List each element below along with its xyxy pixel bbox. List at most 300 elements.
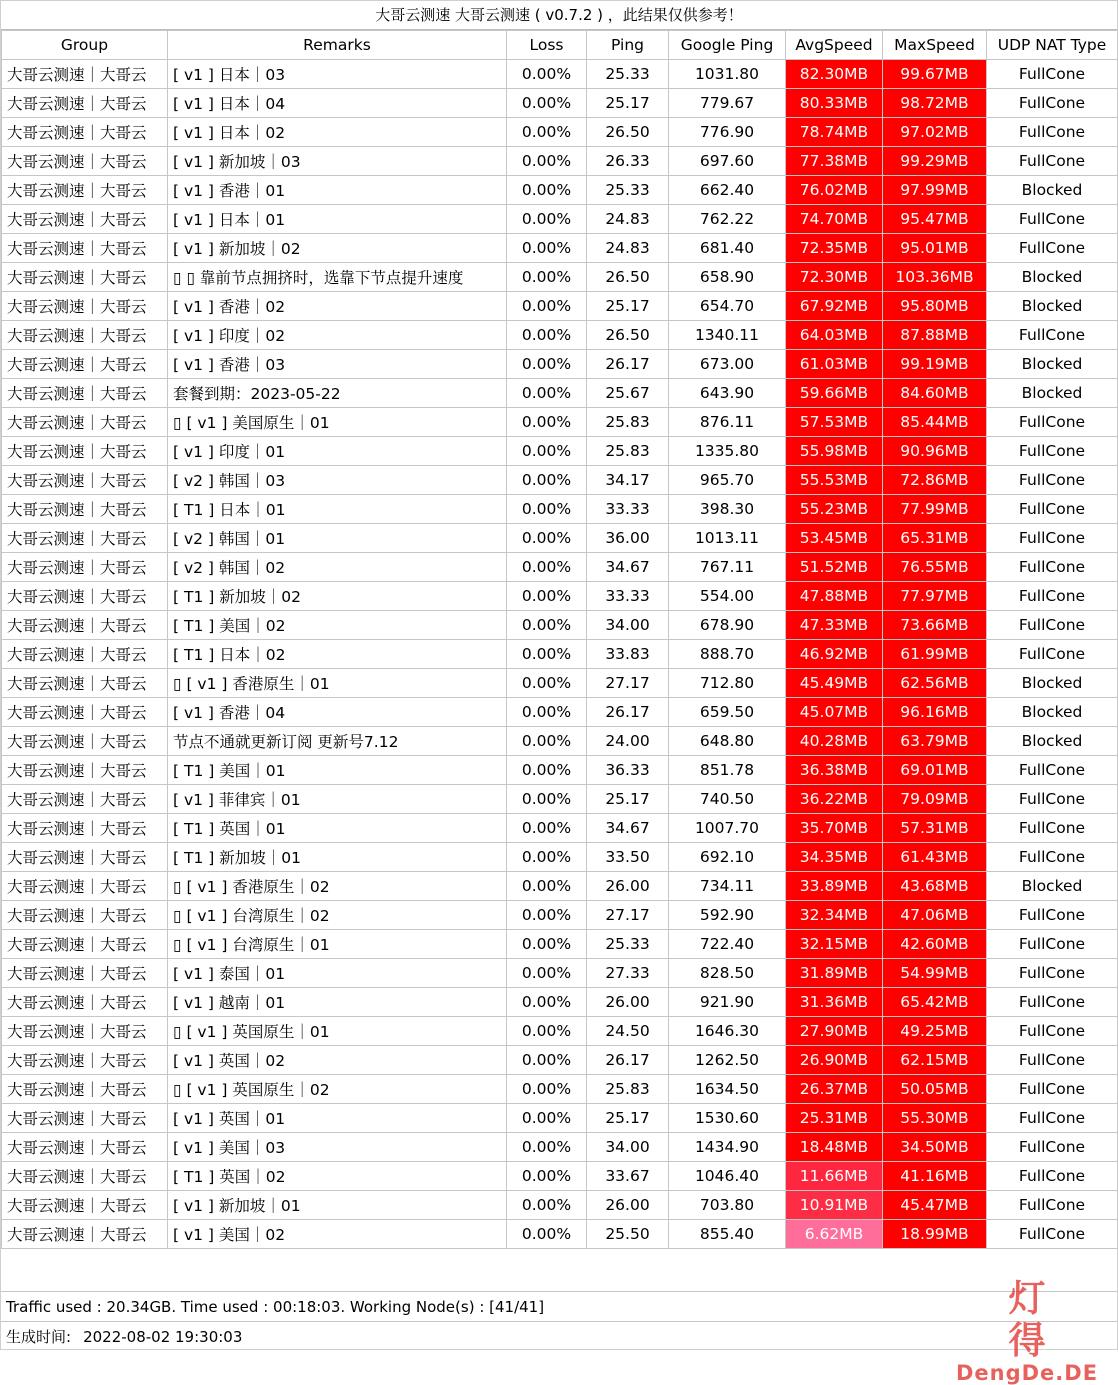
max-speed-cell: 96.16MB: [883, 698, 987, 727]
google-ping-cell: 712.80: [669, 669, 786, 698]
avg-speed-cell: 32.15MB: [786, 930, 883, 959]
ping-cell: 34.67: [587, 814, 669, 843]
table-row: [2, 698, 1118, 727]
group-cell: 大哥云测速｜大哥云: [2, 930, 168, 959]
remarks-cell: [ T1 ] 美国｜01: [168, 756, 507, 785]
avg-speed-cell: 36.38MB: [786, 756, 883, 785]
loss-cell: 0.00%: [507, 582, 587, 611]
remarks-cell: [ v1 ] 越南｜01: [168, 988, 507, 1017]
remarks-cell: [ v1 ] 美国｜02: [168, 1220, 507, 1249]
udp-nat-type-cell: FullCone: [987, 1133, 1118, 1162]
ping-cell: 33.83: [587, 640, 669, 669]
avg-speed-cell: 31.36MB: [786, 988, 883, 1017]
google-ping-cell: 1340.11: [669, 321, 786, 350]
udp-nat-type-cell: FullCone: [987, 901, 1118, 930]
avg-speed-cell: 34.35MB: [786, 843, 883, 872]
remarks-cell: ▯ ▯ 靠前节点拥挤时，选靠下节点提升速度: [168, 263, 507, 292]
udp-nat-type-cell: FullCone: [987, 60, 1118, 89]
ping-cell: 27.33: [587, 959, 669, 988]
avg-speed-cell: 51.52MB: [786, 553, 883, 582]
ping-cell: 26.33: [587, 147, 669, 176]
avg-speed-cell: 47.88MB: [786, 582, 883, 611]
loss-cell: 0.00%: [507, 727, 587, 756]
max-speed-cell: 54.99MB: [883, 959, 987, 988]
udp-nat-type-cell: FullCone: [987, 524, 1118, 553]
google-ping-cell: 648.80: [669, 727, 786, 756]
group-cell: 大哥云测速｜大哥云: [2, 959, 168, 988]
avg-speed-cell: 46.92MB: [786, 640, 883, 669]
google-ping-cell: 398.30: [669, 495, 786, 524]
avg-speed-cell: 11.66MB: [786, 1162, 883, 1191]
ping-cell: 27.17: [587, 669, 669, 698]
google-ping-cell: 1335.80: [669, 437, 786, 466]
loss-cell: 0.00%: [507, 756, 587, 785]
avg-speed-cell: 78.74MB: [786, 118, 883, 147]
table-row: [2, 466, 1118, 495]
page-title: 大哥云测速 大哥云测速 ( v0.7.2 ) ，此结果仅供参考！: [1, 1, 1117, 30]
max-speed-cell: 61.99MB: [883, 640, 987, 669]
loss-cell: 0.00%: [507, 350, 587, 379]
max-speed-cell: 95.47MB: [883, 205, 987, 234]
remarks-cell: [ v1 ] 泰国｜01: [168, 959, 507, 988]
max-speed-cell: 47.06MB: [883, 901, 987, 930]
avg-speed-cell: 72.35MB: [786, 234, 883, 263]
udp-nat-type-cell: FullCone: [987, 234, 1118, 263]
avg-speed-cell: 82.30MB: [786, 60, 883, 89]
udp-nat-type-cell: Blocked: [987, 698, 1118, 727]
max-speed-cell: 62.56MB: [883, 669, 987, 698]
loss-cell: 0.00%: [507, 234, 587, 263]
udp-nat-type-cell: FullCone: [987, 437, 1118, 466]
group-cell: 大哥云测速｜大哥云: [2, 785, 168, 814]
udp-nat-type-cell: FullCone: [987, 785, 1118, 814]
table-row: [2, 89, 1118, 118]
udp-nat-type-cell: Blocked: [987, 669, 1118, 698]
remarks-cell: ▯ [ v1 ] 美国原生｜01: [168, 408, 507, 437]
generated-time-line: [1, 1321, 1117, 1351]
loss-cell: 0.00%: [507, 292, 587, 321]
remarks-cell: ▯ [ v1 ] 香港原生｜01: [168, 669, 507, 698]
table-row: [2, 205, 1118, 234]
max-speed-cell: 65.31MB: [883, 524, 987, 553]
remarks-cell: [ v1 ] 日本｜04: [168, 89, 507, 118]
loss-cell: 0.00%: [507, 1220, 587, 1249]
ping-cell: 25.17: [587, 89, 669, 118]
google-ping-cell: 762.22: [669, 205, 786, 234]
google-ping-cell: 554.00: [669, 582, 786, 611]
google-ping-cell: 1646.30: [669, 1017, 786, 1046]
ping-cell: 26.00: [587, 1191, 669, 1220]
ping-cell: 24.83: [587, 205, 669, 234]
generated-time-value: 2022-08-02 19:30:03: [83, 1328, 243, 1346]
table-row: [2, 1017, 1118, 1046]
max-speed-cell: 41.16MB: [883, 1162, 987, 1191]
group-cell: 大哥云测速｜大哥云: [2, 669, 168, 698]
remarks-cell: [ v1 ] 印度｜01: [168, 437, 507, 466]
table-row: [2, 524, 1118, 553]
udp-nat-type-cell: FullCone: [987, 118, 1118, 147]
remarks-cell: [ v1 ] 菲律宾｜01: [168, 785, 507, 814]
loss-cell: 0.00%: [507, 495, 587, 524]
loss-cell: 0.00%: [507, 669, 587, 698]
table-row: [2, 553, 1118, 582]
ping-cell: 25.83: [587, 1075, 669, 1104]
avg-speed-cell: 45.07MB: [786, 698, 883, 727]
ping-cell: 25.83: [587, 408, 669, 437]
avg-speed-cell: 35.70MB: [786, 814, 883, 843]
group-cell: 大哥云测速｜大哥云: [2, 1017, 168, 1046]
max-speed-cell: 99.29MB: [883, 147, 987, 176]
ping-cell: 33.67: [587, 1162, 669, 1191]
loss-cell: 0.00%: [507, 89, 587, 118]
max-speed-cell: 63.79MB: [883, 727, 987, 756]
remarks-cell: [ v1 ] 香港｜02: [168, 292, 507, 321]
google-ping-cell: 779.67: [669, 89, 786, 118]
group-cell: 大哥云测速｜大哥云: [2, 988, 168, 1017]
google-ping-cell: 1013.11: [669, 524, 786, 553]
google-ping-cell: 703.80: [669, 1191, 786, 1220]
remarks-cell: 套餐到期：2023-05-22: [168, 379, 507, 408]
avg-speed-cell: 31.89MB: [786, 959, 883, 988]
udp-nat-type-cell: FullCone: [987, 756, 1118, 785]
max-speed-cell: 95.80MB: [883, 292, 987, 321]
ping-cell: 25.33: [587, 60, 669, 89]
max-speed-cell: 84.60MB: [883, 379, 987, 408]
google-ping-cell: 592.90: [669, 901, 786, 930]
ping-cell: 25.83: [587, 437, 669, 466]
google-ping-cell: 692.10: [669, 843, 786, 872]
remarks-cell: [ v1 ] 新加坡｜03: [168, 147, 507, 176]
google-ping-cell: 1530.60: [669, 1104, 786, 1133]
avg-speed-cell: 72.30MB: [786, 263, 883, 292]
max-speed-cell: 85.44MB: [883, 408, 987, 437]
google-ping-cell: 828.50: [669, 959, 786, 988]
ping-cell: 24.00: [587, 727, 669, 756]
ping-cell: 25.67: [587, 379, 669, 408]
avg-speed-cell: 57.53MB: [786, 408, 883, 437]
avg-speed-cell: 64.03MB: [786, 321, 883, 350]
remarks-cell: [ v1 ] 香港｜01: [168, 176, 507, 205]
max-speed-cell: 43.68MB: [883, 872, 987, 901]
google-ping-cell: 776.90: [669, 118, 786, 147]
avg-speed-cell: 40.28MB: [786, 727, 883, 756]
group-cell: 大哥云测速｜大哥云: [2, 60, 168, 89]
table-row: [2, 263, 1118, 292]
remarks-cell: [ v1 ] 英国｜02: [168, 1046, 507, 1075]
avg-speed-cell: 47.33MB: [786, 611, 883, 640]
ping-cell: 34.17: [587, 466, 669, 495]
group-cell: 大哥云测速｜大哥云: [2, 350, 168, 379]
loss-cell: 0.00%: [507, 959, 587, 988]
ping-cell: 26.50: [587, 321, 669, 350]
google-ping-cell: 673.00: [669, 350, 786, 379]
max-speed-cell: 90.96MB: [883, 437, 987, 466]
group-cell: 大哥云测速｜大哥云: [2, 118, 168, 147]
udp-nat-type-cell: FullCone: [987, 205, 1118, 234]
udp-nat-type-cell: FullCone: [987, 1046, 1118, 1075]
udp-nat-type-cell: FullCone: [987, 814, 1118, 843]
max-speed-cell: 69.01MB: [883, 756, 987, 785]
udp-nat-type-cell: FullCone: [987, 611, 1118, 640]
max-speed-cell: 62.15MB: [883, 1046, 987, 1075]
avg-speed-cell: 61.03MB: [786, 350, 883, 379]
table-row: [2, 727, 1118, 756]
table-row: [2, 814, 1118, 843]
loss-cell: 0.00%: [507, 698, 587, 727]
max-speed-cell: 57.31MB: [883, 814, 987, 843]
loss-cell: 0.00%: [507, 1133, 587, 1162]
max-speed-cell: 61.43MB: [883, 843, 987, 872]
max-speed-cell: 77.99MB: [883, 495, 987, 524]
watermark-logo: [951, 1276, 1103, 1385]
table-row: [2, 118, 1118, 147]
remarks-cell: [ v1 ] 香港｜03: [168, 350, 507, 379]
max-speed-cell: 65.42MB: [883, 988, 987, 1017]
remarks-cell: ▯ [ v1 ] 台湾原生｜02: [168, 901, 507, 930]
udp-nat-type-cell: FullCone: [987, 1104, 1118, 1133]
loss-cell: 0.00%: [507, 408, 587, 437]
ping-cell: 34.00: [587, 1133, 669, 1162]
group-cell: 大哥云测速｜大哥云: [2, 321, 168, 350]
results-table-body: [2, 60, 1118, 1249]
ping-cell: 26.17: [587, 350, 669, 379]
group-cell: 大哥云测速｜大哥云: [2, 814, 168, 843]
table-row: [2, 640, 1118, 669]
google-ping-cell: 921.90: [669, 988, 786, 1017]
loss-cell: 0.00%: [507, 785, 587, 814]
group-cell: 大哥云测速｜大哥云: [2, 1104, 168, 1133]
table-row: [2, 611, 1118, 640]
udp-nat-type-cell: FullCone: [987, 1220, 1118, 1249]
udp-nat-type-cell: FullCone: [987, 553, 1118, 582]
remarks-cell: [ v1 ] 新加坡｜01: [168, 1191, 507, 1220]
group-cell: 大哥云测速｜大哥云: [2, 89, 168, 118]
loss-cell: 0.00%: [507, 843, 587, 872]
table-row: [2, 234, 1118, 263]
max-speed-cell: 97.99MB: [883, 176, 987, 205]
max-speed-cell: 77.97MB: [883, 582, 987, 611]
google-ping-cell: 851.78: [669, 756, 786, 785]
max-speed-cell: 76.55MB: [883, 553, 987, 582]
loss-cell: 0.00%: [507, 263, 587, 292]
loss-cell: 0.00%: [507, 176, 587, 205]
ping-cell: 25.50: [587, 1220, 669, 1249]
avg-speed-cell: 59.66MB: [786, 379, 883, 408]
group-cell: 大哥云测速｜大哥云: [2, 611, 168, 640]
table-row: [2, 988, 1118, 1017]
google-ping-cell: 734.11: [669, 872, 786, 901]
ping-cell: 33.33: [587, 582, 669, 611]
google-ping-cell: 1634.50: [669, 1075, 786, 1104]
ping-cell: 26.17: [587, 698, 669, 727]
remarks-cell: [ v2 ] 韩国｜01: [168, 524, 507, 553]
avg-speed-cell: 53.45MB: [786, 524, 883, 553]
google-ping-cell: 697.60: [669, 147, 786, 176]
google-ping-cell: 643.90: [669, 379, 786, 408]
loss-cell: 0.00%: [507, 321, 587, 350]
table-row: [2, 843, 1118, 872]
group-cell: 大哥云测速｜大哥云: [2, 437, 168, 466]
ping-cell: 25.33: [587, 930, 669, 959]
avg-speed-cell: 26.37MB: [786, 1075, 883, 1104]
table-row: [2, 930, 1118, 959]
group-cell: 大哥云测速｜大哥云: [2, 379, 168, 408]
remarks-cell: [ v2 ] 韩国｜02: [168, 553, 507, 582]
ping-cell: 26.00: [587, 872, 669, 901]
remarks-cell: [ v1 ] 日本｜03: [168, 60, 507, 89]
loss-cell: 0.00%: [507, 60, 587, 89]
google-ping-cell: 965.70: [669, 466, 786, 495]
max-speed-cell: 49.25MB: [883, 1017, 987, 1046]
udp-nat-type-cell: FullCone: [987, 408, 1118, 437]
avg-speed-cell: 74.70MB: [786, 205, 883, 234]
remarks-cell: ▯ [ v1 ] 英国原生｜01: [168, 1017, 507, 1046]
ping-cell: 25.17: [587, 292, 669, 321]
udp-nat-type-cell: Blocked: [987, 292, 1118, 321]
remarks-cell: [ v1 ] 印度｜02: [168, 321, 507, 350]
remarks-cell: [ v1 ] 日本｜02: [168, 118, 507, 147]
udp-nat-type-cell: FullCone: [987, 321, 1118, 350]
remarks-cell: [ v1 ] 日本｜01: [168, 205, 507, 234]
table-row: [2, 1133, 1118, 1162]
udp-nat-type-cell: FullCone: [987, 930, 1118, 959]
column-header-remarks: Remarks: [168, 31, 507, 60]
max-speed-cell: 99.67MB: [883, 60, 987, 89]
ping-cell: 25.17: [587, 1104, 669, 1133]
google-ping-cell: 740.50: [669, 785, 786, 814]
ping-cell: 33.50: [587, 843, 669, 872]
column-header-ping: Ping: [587, 31, 669, 60]
google-ping-cell: 767.11: [669, 553, 786, 582]
column-header-loss: Loss: [507, 31, 587, 60]
max-speed-cell: 98.72MB: [883, 89, 987, 118]
table-row: [2, 408, 1118, 437]
max-speed-cell: 87.88MB: [883, 321, 987, 350]
google-ping-cell: 662.40: [669, 176, 786, 205]
udp-nat-type-cell: FullCone: [987, 843, 1118, 872]
avg-speed-cell: 27.90MB: [786, 1017, 883, 1046]
ping-cell: 33.33: [587, 495, 669, 524]
group-cell: 大哥云测速｜大哥云: [2, 1162, 168, 1191]
remarks-cell: [ v1 ] 香港｜04: [168, 698, 507, 727]
ping-cell: 25.33: [587, 176, 669, 205]
udp-nat-type-cell: FullCone: [987, 1017, 1118, 1046]
ping-cell: 24.50: [587, 1017, 669, 1046]
max-speed-cell: 97.02MB: [883, 118, 987, 147]
google-ping-cell: 722.40: [669, 930, 786, 959]
group-cell: 大哥云测速｜大哥云: [2, 843, 168, 872]
udp-nat-type-cell: Blocked: [987, 872, 1118, 901]
avg-speed-cell: 6.62MB: [786, 1220, 883, 1249]
group-cell: 大哥云测速｜大哥云: [2, 553, 168, 582]
avg-speed-cell: 25.31MB: [786, 1104, 883, 1133]
loss-cell: 0.00%: [507, 1075, 587, 1104]
table-row: [2, 437, 1118, 466]
remarks-cell: [ T1 ] 新加坡｜02: [168, 582, 507, 611]
ping-cell: 26.50: [587, 118, 669, 147]
google-ping-cell: 876.11: [669, 408, 786, 437]
table-row: [2, 669, 1118, 698]
max-speed-cell: 73.66MB: [883, 611, 987, 640]
remarks-cell: ▯ [ v1 ] 英国原生｜02: [168, 1075, 507, 1104]
remarks-cell: [ T1 ] 日本｜01: [168, 495, 507, 524]
ping-cell: 26.17: [587, 1046, 669, 1075]
max-speed-cell: 50.05MB: [883, 1075, 987, 1104]
table-row: [2, 176, 1118, 205]
google-ping-cell: 681.40: [669, 234, 786, 263]
ping-cell: 36.33: [587, 756, 669, 785]
group-cell: 大哥云测速｜大哥云: [2, 524, 168, 553]
group-cell: 大哥云测速｜大哥云: [2, 466, 168, 495]
group-cell: 大哥云测速｜大哥云: [2, 1133, 168, 1162]
watermark-en-text: DengDe.DE: [955, 1361, 1099, 1385]
loss-cell: 0.00%: [507, 930, 587, 959]
ping-cell: 24.83: [587, 234, 669, 263]
udp-nat-type-cell: FullCone: [987, 959, 1118, 988]
loss-cell: 0.00%: [507, 437, 587, 466]
google-ping-cell: 659.50: [669, 698, 786, 727]
group-cell: 大哥云测速｜大哥云: [2, 205, 168, 234]
group-cell: 大哥云测速｜大哥云: [2, 1220, 168, 1249]
table-row: [2, 1075, 1118, 1104]
udp-nat-type-cell: FullCone: [987, 1162, 1118, 1191]
max-speed-cell: 103.36MB: [883, 263, 987, 292]
udp-nat-type-cell: Blocked: [987, 176, 1118, 205]
results-table: [1, 30, 1118, 1249]
remarks-cell: [ v2 ] 韩国｜03: [168, 466, 507, 495]
loss-cell: 0.00%: [507, 118, 587, 147]
group-cell: 大哥云测速｜大哥云: [2, 292, 168, 321]
group-cell: 大哥云测速｜大哥云: [2, 640, 168, 669]
remarks-cell: 节点不通就更新订阅 更新号7.12: [168, 727, 507, 756]
google-ping-cell: 658.90: [669, 263, 786, 292]
table-row: [2, 756, 1118, 785]
google-ping-cell: 888.70: [669, 640, 786, 669]
group-cell: 大哥云测速｜大哥云: [2, 756, 168, 785]
ping-cell: 26.00: [587, 988, 669, 1017]
table-row: [2, 1046, 1118, 1075]
loss-cell: 0.00%: [507, 988, 587, 1017]
traffic-summary: Traffic used : 20.34GB. Time used : 00:18:03. Working Node(s) : [41/41]: [1, 1291, 1117, 1321]
table-row: [2, 901, 1118, 930]
column-header-google-ping: Google Ping: [669, 31, 786, 60]
group-cell: 大哥云测速｜大哥云: [2, 263, 168, 292]
remarks-cell: [ T1 ] 英国｜01: [168, 814, 507, 843]
loss-cell: 0.00%: [507, 524, 587, 553]
loss-cell: 0.00%: [507, 872, 587, 901]
remarks-cell: [ T1 ] 美国｜02: [168, 611, 507, 640]
ping-cell: 34.67: [587, 553, 669, 582]
table-row: [2, 1220, 1118, 1249]
avg-speed-cell: 10.91MB: [786, 1191, 883, 1220]
google-ping-cell: 1434.90: [669, 1133, 786, 1162]
udp-nat-type-cell: FullCone: [987, 495, 1118, 524]
group-cell: 大哥云测速｜大哥云: [2, 176, 168, 205]
loss-cell: 0.00%: [507, 640, 587, 669]
group-cell: 大哥云测速｜大哥云: [2, 872, 168, 901]
avg-speed-cell: 55.98MB: [786, 437, 883, 466]
table-row: [2, 785, 1118, 814]
max-speed-cell: 45.47MB: [883, 1191, 987, 1220]
udp-nat-type-cell: Blocked: [987, 379, 1118, 408]
udp-nat-type-cell: FullCone: [987, 582, 1118, 611]
loss-cell: 0.00%: [507, 1017, 587, 1046]
table-row: [2, 495, 1118, 524]
udp-nat-type-cell: FullCone: [987, 640, 1118, 669]
google-ping-cell: 654.70: [669, 292, 786, 321]
table-row: [2, 582, 1118, 611]
remarks-cell: [ v1 ] 英国｜01: [168, 1104, 507, 1133]
